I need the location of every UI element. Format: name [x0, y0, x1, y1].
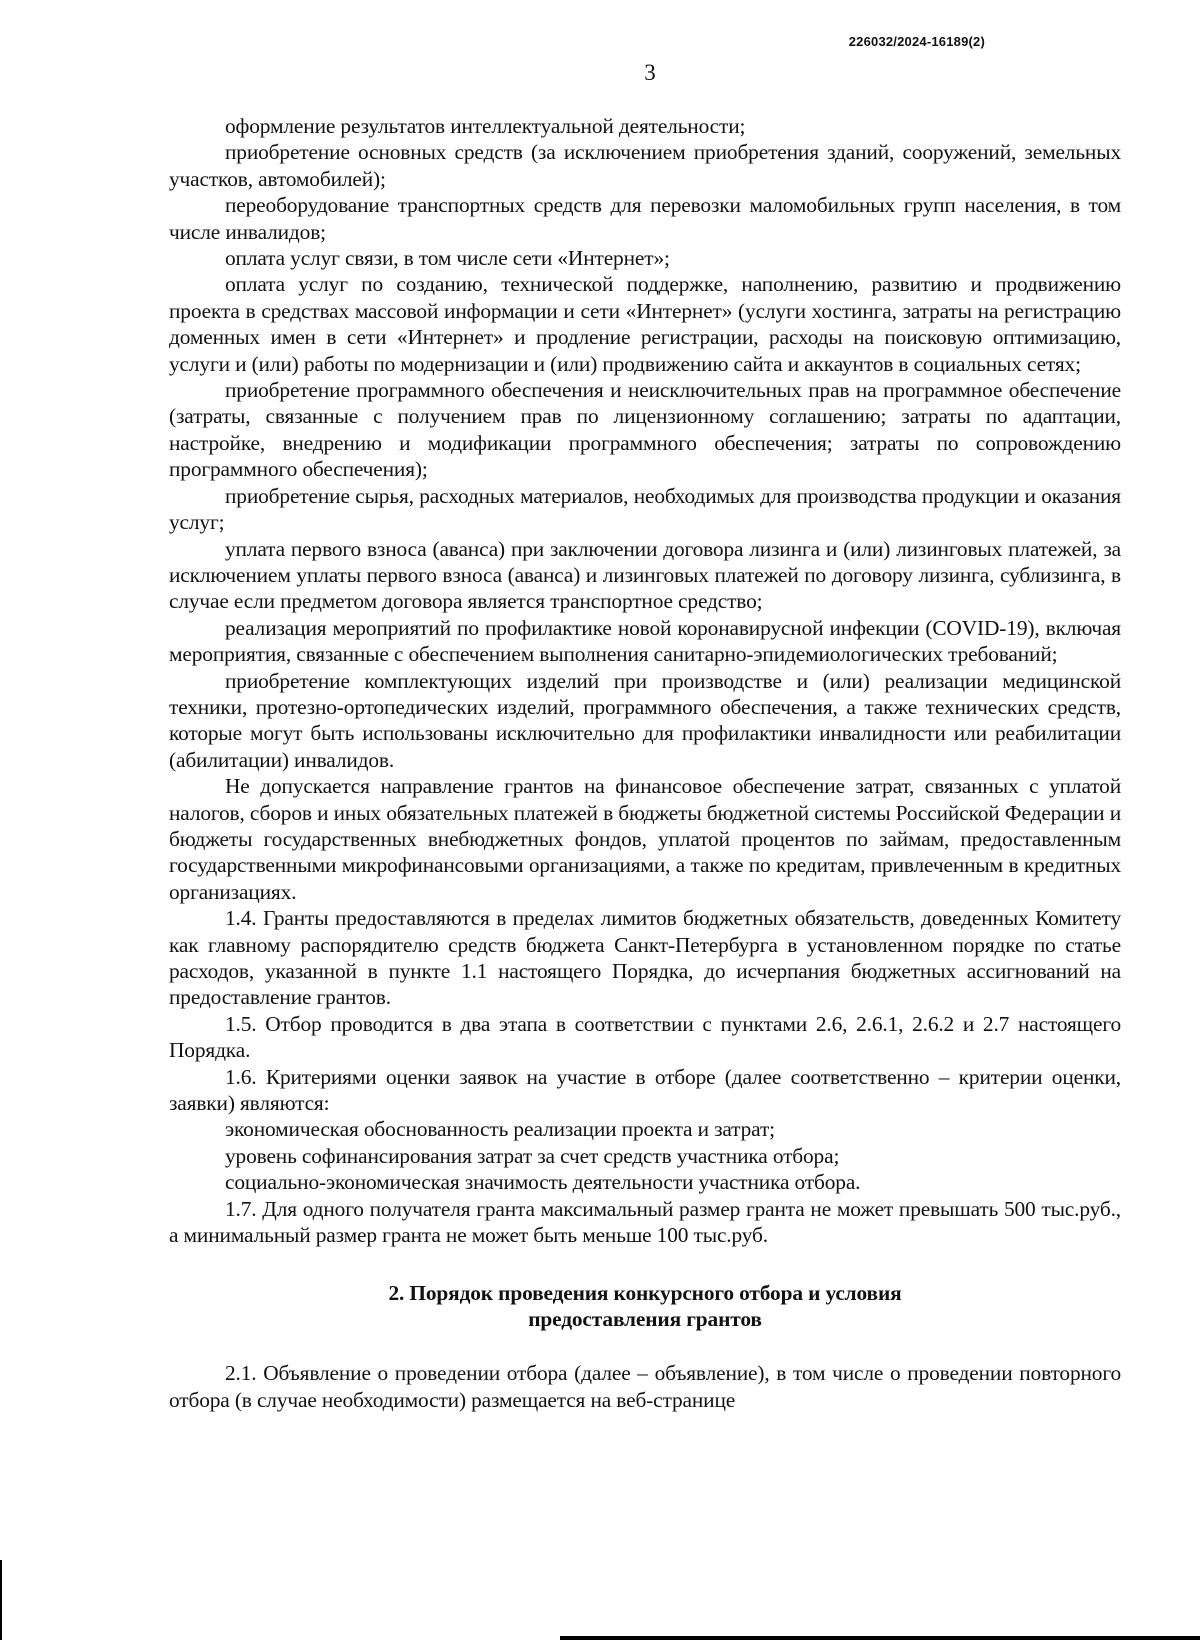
page-number: 3: [644, 60, 656, 85]
section-heading-line-2: предоставления грантов: [528, 1307, 762, 1332]
section-heading-line-1: 2. Порядок проведения конкурсного отбора и условия: [388, 1281, 902, 1306]
paragraph-prohibited-expenses: Не допускается направление грантов на финансовое обеспечение затрат, связанных с уплатой налогов, сборов и иных обязательных платежей в бюджеты бюджетной системы Российской Федерации и бюджеты государственных внебюджетных фондов, уплатой процентов по займам, предоставленным государственными микрофинансовыми организациями, а также по кредитам, привлеченным в кредитных организациях.: [169, 774, 1121, 904]
scan-edge-mark: [0, 1560, 2, 1640]
criterion-social-significance: социально-экономическая значимость деятельности участника отбора.: [225, 1170, 861, 1195]
document-body: [169, 113, 1121, 1413]
paragraph-1-7: 1.7. Для одного получателя гранта максимальный размер гранта не может превышать 500 тыс.руб., а минимальный размер гранта не может быть меньше 100 тыс.руб.: [169, 1196, 1121, 1248]
paragraph-promotion-services: оплата услуг по созданию, технической поддержке, наполнению, развитию и продвижению проекта в средствах массовой информации и сети «Интернет» (услуги хостинга, затраты на регистрацию доменных имен в сети «Интернет» и продление регистрации, расходы на поисковую оптимизацию, услуги и (или) работы по модернизации и (или) продвижению сайта и аккаунтов в социальных сетях;: [169, 272, 1121, 376]
paragraph-communication-services: оплата услуг связи, в том числе сети «Интернет»;: [225, 246, 670, 271]
paragraph-1-6: 1.6. Критериями оценки заявок на участие в отборе (далее соответственно – критерии оценки, заявки) являются:: [169, 1064, 1121, 1116]
criterion-economic-justification: экономическая обоснованность реализации проекта и затрат;: [225, 1117, 775, 1142]
scan-bottom-edge: [560, 1636, 1200, 1640]
paragraph-raw-materials: приобретение сырья, расходных материалов, необходимых для производства продукции и оказания услуг;: [169, 483, 1121, 535]
section-heading: [169, 1280, 1121, 1332]
document-registration-number: 226032/2024-16189(2): [848, 34, 985, 49]
paragraph-covid: реализация мероприятий по профилактике новой коронавирусной инфекции (COVID-19), включая мероприятия, связанные с обеспечением выполнения санитарно-эпидемиологических требований;: [169, 615, 1121, 667]
paragraph-2-1: 2.1. Объявление о проведении отбора (далее – объявление), в том числе о проведении повторного отбора (в случае необходимости) размещается на веб-странице: [169, 1361, 1121, 1412]
paragraph-leasing: уплата первого взноса (аванса) при заключении договора лизинга и (или) лизинговых платежей, за исключением уплаты первого взноса (аванса) и лизинговых платежей по договору лизинга, сублизинга, в случае если предметом договора является транспортное средство;: [169, 536, 1121, 614]
paragraph-ip-registration: оформление результатов интеллектуальной деятельности;: [225, 114, 746, 138]
paragraph-1-4: 1.4. Гранты предоставляются в пределах лимитов бюджетных обязательств, доведенных Комитету как главному распорядителю средств бюджета Санкт-Петербурга в установленном порядке по статье расходов, указанной в пункте 1.1 настоящего Порядка, до исчерпания бюджетных ассигнований на предоставление грантов.: [169, 906, 1121, 1010]
paragraph-medical-components: приобретение комплектующих изделий при производстве и (или) реализации медицинской техники, протезно-ортопедических изделий, программного обеспечения, а также технических средств, которые могут быть использованы исключительно для профилактики инвалидности или реабилитации (абилитации) инвалидов.: [169, 668, 1121, 772]
paragraph-fixed-assets: приобретение основных средств (за исключением приобретения зданий, сооружений, земельных участков, автомобилей);: [169, 140, 1121, 191]
paragraph-software: приобретение программного обеспечения и неисключительных прав на программное обеспечение (затраты, связанные с получением прав по лицензионному соглашению; затраты по адаптации, настройке, внедрению и модификации программного обеспечения; затраты по сопровождению программного обеспечения);: [169, 378, 1121, 482]
paragraph-1-5: 1.5. Отбор проводится в два этапа в соответствии с пунктами 2.6, 2.6.1, 2.6.2 и 2.7 настоящего Порядка.: [169, 1011, 1121, 1063]
paragraph-vehicle-conversion: переоборудование транспортных средств для перевозки маломобильных групп населения, в том числе инвалидов;: [169, 193, 1121, 244]
criterion-cofinancing: уровень софинансирования затрат за счет средств участника отбора;: [225, 1143, 840, 1168]
